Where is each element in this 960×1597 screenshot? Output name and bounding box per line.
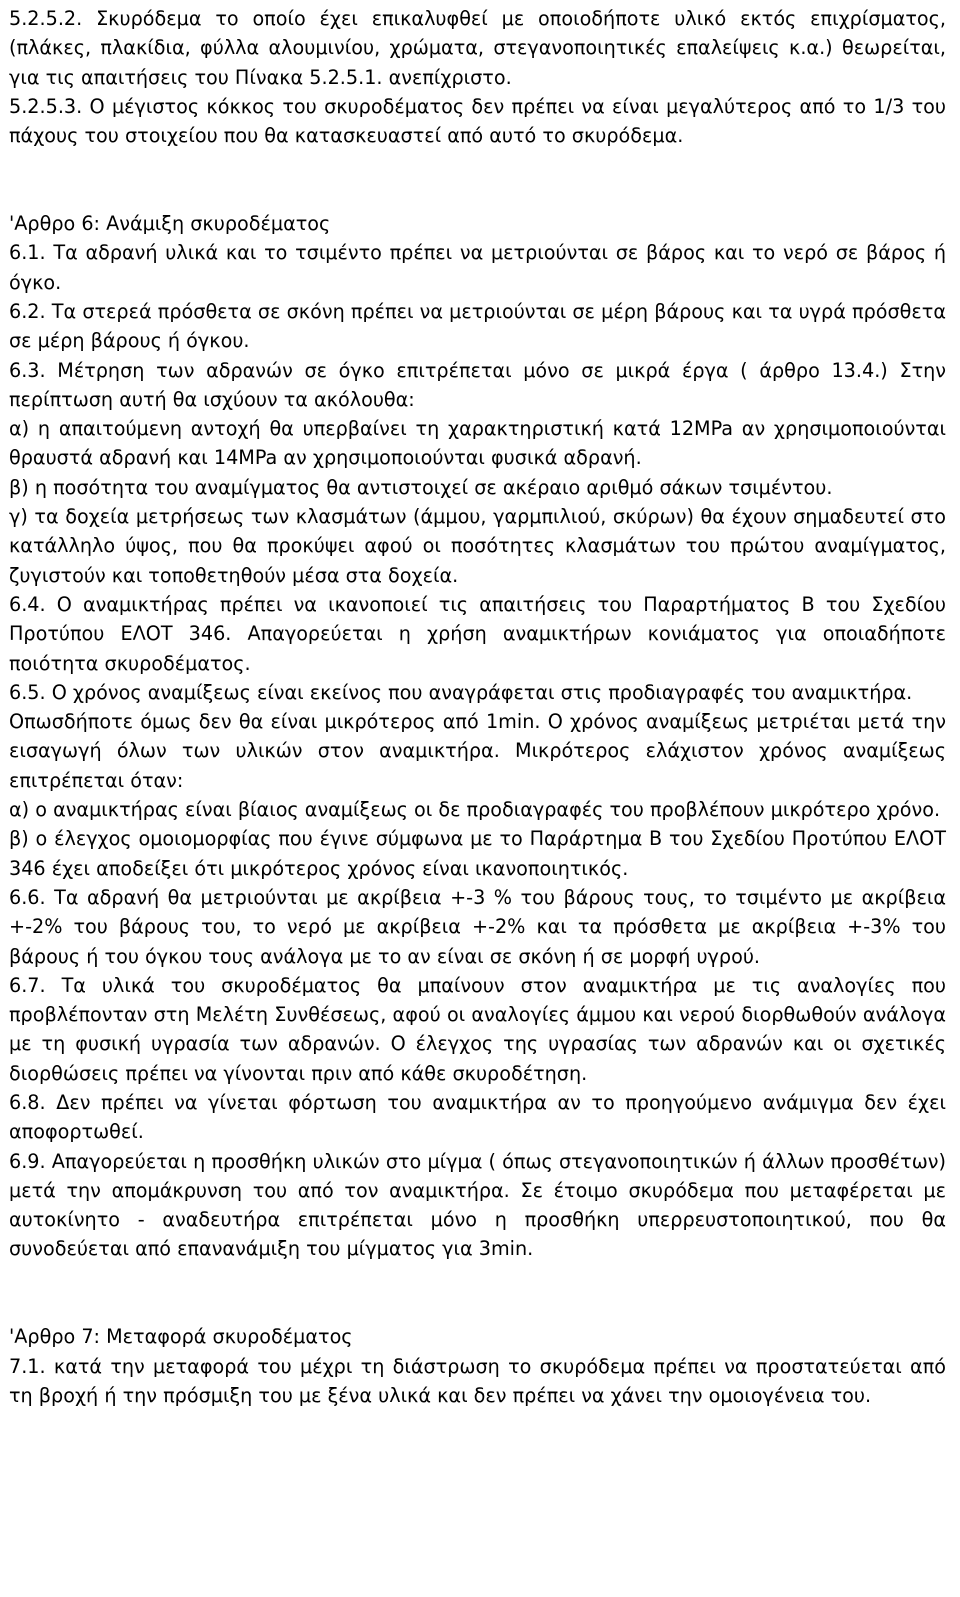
article-7-heading: 'Αρθρο 7: Μεταφορά σκυροδέματος xyxy=(9,1325,353,1349)
paragraph-5-2-5-2: 5.2.5.2. Σκυρόδεμα το οποίο έχει επικαλυφθεί με οποιοδήποτε υλικό εκτός επιχρίσματος, (πλάκες, πλακίδια, φύλλα αλουμινίου, χρώματα, στεγανοποιητικές επαλείψεις κ.α.) θεωρείται, για τις απαιτήσεις του Πίνακα 5.2.5.1. ανεπίχριστο. xyxy=(9,7,946,89)
paragraph-6-3-a: α) η απαιτούμενη αντοχή θα υπερβαίνει τη χαρακτηριστική κατά 12MPa αν χρησιμοποιούνται θραυστά αδρανή και 14MPa αν χρησιμοποιούνται φυσικά αδρανή. xyxy=(9,417,946,470)
paragraph-6-1: 6.1. Τα αδρανή υλικά και το τσιμέντο πρέπει να μετριούνται σε βάρος και το νερό σε βάρος ή όγκο. xyxy=(9,241,946,294)
paragraph-6-5: 6.5. Ο χρόνος αναμίξεως είναι εκείνος που αναγράφεται στις προδιαγραφές του αναμικτήρα. xyxy=(9,680,913,704)
paragraph-6-4: 6.4. Ο αναμικτήρας πρέπει να ικανοποιεί τις απαιτήσεις του Παραρτήματος Β του Σχεδίου Προτύπου ΕΛΟΤ 346. Απαγορεύεται η χρήση αναμικτήρων κονιάματος για οποιαδήποτε ποιότητα σκυροδέματος. xyxy=(9,592,946,675)
paragraph-6-3-c: γ) τα δοχεία μετρήσεως των κλασμάτων (άμμου, γαρμπιλιού, σκύρων) θα έχουν σημαδευτεί στο κατάλληλο ύψος, που θα προκύψει αφού οι ποσότητες κλασμάτων του πρώτου αναμίγματος, ζυγιστούν και τοποθετηθούν μέσα στα δοχεία. xyxy=(9,505,946,587)
spacer xyxy=(9,1264,946,1323)
paragraph-6-2: 6.2. Τα στερεά πρόσθετα σε σκόνη πρέπει να μετριούνται σε μέρη βάρους και τα υγρά πρόσθετα σε μέρη βάρους ή όγκου. xyxy=(9,299,946,353)
paragraph-6-5-cont: Οπωσδήποτε όμως δεν θα είναι μικρότερος από 1min. Ο χρόνος αναμίξεως μετριέται μετά την εισαγωγή όλων των υλικών στον αναμικτήρα. Μικρότερος ελάχιστον χρόνος αναμίξεως επιτρέπεται όταν: xyxy=(9,710,946,792)
paragraph-6-8: 6.8. Δεν πρέπει να γίνεται φόρτωση του αναμικτήρα αν το προηγούμενο ανάμιγμα δεν έχει αποφορτωθεί. xyxy=(9,1090,946,1144)
paragraph-6-5-b: β) ο έλεγχος ομοιομορφίας που έγινε σύμφωνα με το Παράρτημα Β του Σχεδίου Προτύπου ΕΛΟΤ 346 έχει αποδείξει ότι μικρότερος χρόνος είναι ικανοποιητικός. xyxy=(9,827,946,880)
paragraph-6-5-a: α) ο αναμικτήρας είναι βίαιος αναμίξεως οι δε προδιαγραφές του προβλέπουν μικρότερο χρόνο. xyxy=(9,798,941,822)
paragraph-6-6: 6.6. Τα αδρανή θα μετριούνται με ακρίβεια +-3 % του βάρους τους, το τσιμέντο με ακρίβεια +-2% του βάρους του, το νερό με ακρίβεια +-2% και τα πρόσθετα με ακρίβεια +-3% του βάρους ή του όγκου τους ανάλογα με το αν είναι σε σκόνη ή σε μορφή υγρού. xyxy=(9,885,946,968)
paragraph-6-9: 6.9. Απαγορεύεται η προσθήκη υλικών στο μίγμα ( όπως στεγανοποιητικών ή άλλων προσθέτων) μετά την απομάκρυνση του από τον αναμικτήρα. Σε έτοιμο σκυρόδεμα που μεταφέρεται με αυτοκίνητο - αναδευτήρα επιτρέπεται μόνο η προσθήκη υπερρευστοποιητικού, που θα συνοδεύεται από επανανάμιξη του μίγματος για 3min. xyxy=(9,1149,946,1261)
paragraph-6-3-b: β) η ποσότητα του αναμίγματος θα αντιστοιχεί σε ακέραιο αριθμό σάκων τσιμέντου. xyxy=(9,475,833,499)
article-6-heading: 'Αρθρο 6: Ανάμιξη σκυροδέματος xyxy=(9,212,331,236)
paragraph-5-2-5-3: 5.2.5.3. Ο μέγιστος κόκκος του σκυροδέματος δεν πρέπει να είναι μεγαλύτερος από το 1/3 του πάχους του στοιχείου που θα κατασκευαστεί από αυτό το σκυρόδεμα. xyxy=(9,94,946,148)
spacer xyxy=(9,150,946,209)
paragraph-6-3: 6.3. Μέτρηση των αδρανών σε όγκο επιτρέπεται μόνο σε μικρά έργα ( άρθρο 13.4.) Στην περίπτωση αυτή θα ισχύουν τα ακόλουθα: xyxy=(9,358,946,411)
paragraph-7-1: 7.1. κατά την μεταφορά του μέχρι τη διάστρωση το σκυρόδεμα πρέπει να προστατεύεται από τη βροχή ή την πρόσμιξη του με ξένα υλικά και δεν πρέπει να χάνει την ομοιογένεια του. xyxy=(9,1354,946,1407)
paragraph-6-7: 6.7. Τα υλικά του σκυροδέματος θα μπαίνουν στον αναμικτήρα με τις αναλογίες που προβλέπονταν στη Μελέτη Συνθέσεως, αφού οι αναλογίες άμμου και νερού διορθωθούν ανάλογα με τη φυσική υγρασία των αδρανών. Ο έλεγχος της υγρασίας των αδρανών και οι σχετικές διορθώσεις πρέπει να γίνονται πριν από κάθε σκυροδέτηση. xyxy=(9,973,946,1085)
